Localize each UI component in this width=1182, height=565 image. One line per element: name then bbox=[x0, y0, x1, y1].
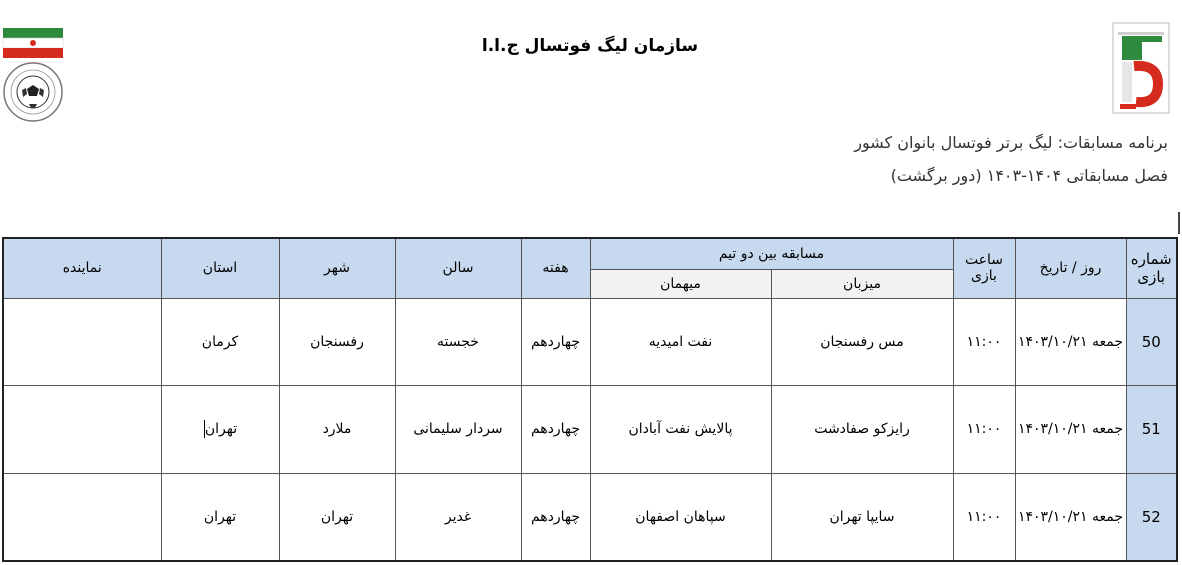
futsal-league-logo bbox=[1112, 22, 1170, 114]
cell-representative[interactable] bbox=[3, 386, 161, 474]
cell-city: رفسنجان bbox=[279, 298, 395, 386]
cell-guest: نفت امیدیه bbox=[590, 298, 771, 386]
competition-title: برنامه مسابقات: لیگ برتر فوتسال بانوان کشور bbox=[854, 133, 1168, 152]
cell-date: جمعه ۱۴۰۳/۱۰/۲۱ bbox=[1015, 298, 1126, 386]
header-match: مسابقه بین دو تیم bbox=[590, 238, 953, 269]
cell-venue: غدیر bbox=[395, 473, 521, 561]
cell-city: تهران bbox=[279, 473, 395, 561]
cell-province-text: تهران bbox=[204, 421, 238, 438]
header-game-number: شماره بازی bbox=[1126, 238, 1177, 298]
header-date: روز / تاریخ bbox=[1015, 238, 1126, 298]
football-federation-logo bbox=[2, 28, 64, 122]
header-city: شهر bbox=[279, 238, 395, 298]
cell-city: ملارد bbox=[279, 386, 395, 474]
cell-guest: پالایش نفت آبادان bbox=[590, 386, 771, 474]
header-week: هفته bbox=[521, 238, 590, 298]
page-edge-marker bbox=[1178, 212, 1180, 234]
header-time: ساعت بازی bbox=[953, 238, 1015, 298]
cell-guest: سپاهان اصفهان bbox=[590, 473, 771, 561]
schedule-table bbox=[2, 237, 1178, 562]
cell-date: جمعه ۱۴۰۳/۱۰/۲۱ bbox=[1015, 473, 1126, 561]
table-row bbox=[3, 298, 1177, 386]
cell-province-active[interactable] bbox=[161, 386, 279, 474]
header-venue: سالن bbox=[395, 238, 521, 298]
cell-game-number: 52 bbox=[1126, 473, 1177, 561]
cell-representative[interactable] bbox=[3, 473, 161, 561]
header-host: میزبان bbox=[771, 269, 953, 298]
cell-venue: سردار سلیمانی bbox=[395, 386, 521, 474]
cell-week: چهاردهم bbox=[521, 298, 590, 386]
cell-representative[interactable] bbox=[3, 298, 161, 386]
organization-title: سازمان لیگ فوتسال ج.ا.ا bbox=[481, 36, 699, 56]
table-row bbox=[3, 473, 1177, 561]
cell-host: سایپا تهران bbox=[771, 473, 953, 561]
cell-host: مس رفسنجان bbox=[771, 298, 953, 386]
cell-province: کرمان bbox=[161, 298, 279, 386]
cell-game-number: 51 bbox=[1126, 386, 1177, 474]
cell-venue: خجسته bbox=[395, 298, 521, 386]
cell-game-number: 50 bbox=[1126, 298, 1177, 386]
cell-date: جمعه ۱۴۰۳/۱۰/۲۱ bbox=[1015, 386, 1126, 474]
header-province: استان bbox=[161, 238, 279, 298]
cell-week: چهاردهم bbox=[521, 386, 590, 474]
header-representative: نماینده bbox=[3, 238, 161, 298]
cell-time: ۱۱:۰۰ bbox=[953, 386, 1015, 474]
cell-host: رایزکو صفادشت bbox=[771, 386, 953, 474]
season-title: فصل مسابقاتی ۱۴۰۴-۱۴۰۳ (دور برگشت) bbox=[890, 166, 1168, 185]
header-guest: میهمان bbox=[590, 269, 771, 298]
cell-time: ۱۱:۰۰ bbox=[953, 298, 1015, 386]
cell-week: چهاردهم bbox=[521, 473, 590, 561]
cell-province: تهران bbox=[161, 473, 279, 561]
table-row bbox=[3, 386, 1177, 474]
cell-time: ۱۱:۰۰ bbox=[953, 473, 1015, 561]
